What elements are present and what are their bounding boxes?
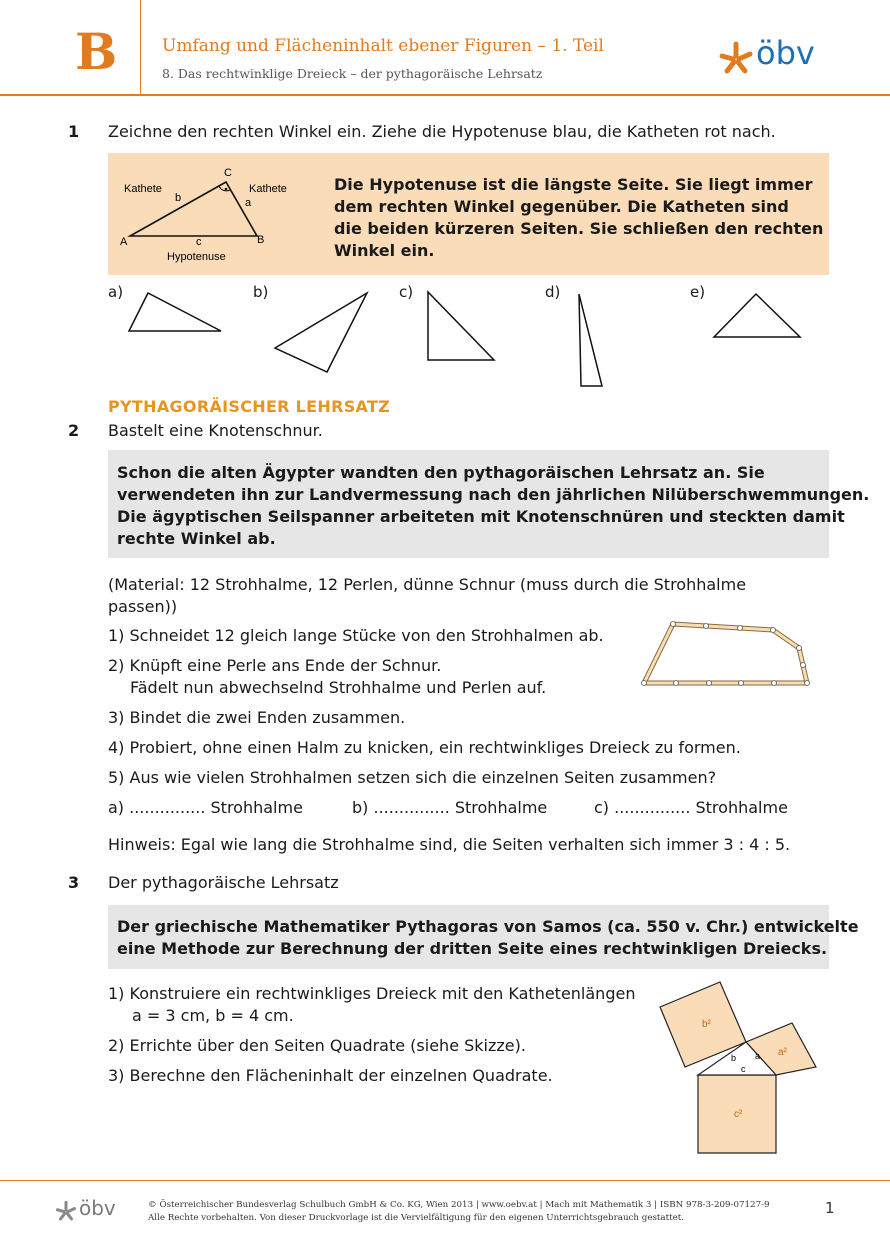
vertex-c-label: C xyxy=(224,167,232,179)
section-heading: PYTHAGORÄISCHER LEHRSATZ xyxy=(108,397,391,416)
task3-number: 3 xyxy=(68,873,80,892)
info-line: Winkel ein. xyxy=(334,241,435,260)
egypt-info-text xyxy=(117,462,869,550)
footer-logo xyxy=(55,1200,77,1226)
footer-line: Alle Rechte vorbehalten. Von dieser Druckvorlage ist die Vervielfältigung für den eigenen Unterrichtsgebrauch gestattet. xyxy=(148,1213,684,1223)
answer-a: a) ............... Strohhalme xyxy=(108,798,303,817)
task2-step5: 5) Aus wie vielen Strohhalmen setzen sich die einzelnen Seiten zusammen? xyxy=(108,768,717,787)
vertex-a-label: A xyxy=(120,236,128,248)
pythagoras-squares-sketch xyxy=(650,975,830,1160)
task2-hint: Hinweis: Egal wie lang die Strohhalme sind, die Seiten verhalten sich immer 3 : 4 : 5. xyxy=(108,835,791,854)
triangle-a xyxy=(129,293,221,331)
page-title: Umfang und Flächeninhalt ebener Figuren – 1. Teil xyxy=(162,36,604,56)
info-line: verwendeten ihn zur Landvermessung nach den jährlichen Nilüberschwemmungen. xyxy=(117,485,870,504)
footer-copyright xyxy=(148,1199,770,1225)
info-line: dem rechten Winkel gegenüber. Die Katheten sind xyxy=(334,197,789,216)
obv-logo-text: öbv xyxy=(756,34,815,72)
task2-title: Bastelt eine Knotenschnur. xyxy=(108,421,323,440)
vertex-b-label: B xyxy=(257,234,265,246)
exercise-triangles xyxy=(0,0,890,400)
info-line: rechte Winkel ab. xyxy=(117,529,276,548)
triangle-label-c: c) xyxy=(399,283,414,301)
info-line: Der griechische Mathematiker Pythagoras von Samos (ca. 550 v. Chr.) entwickelte xyxy=(117,917,859,936)
b2-label: b² xyxy=(702,1019,711,1030)
triangle-d xyxy=(579,294,602,386)
footer-rule xyxy=(0,1180,890,1181)
info-line: die beiden kürzeren Seiten. Sie schließen den rechten xyxy=(334,219,824,238)
obv-star-gray-icon xyxy=(55,1200,77,1222)
task2-step2a: 2) Knüpft eine Perle ans Ende der Schnur. xyxy=(108,656,442,675)
side-c-label: c xyxy=(196,236,202,248)
task1-number: 1 xyxy=(68,122,80,141)
task1-instruction: Zeichne den rechten Winkel ein. Ziehe die Hypotenuse blau, die Katheten rot nach. xyxy=(108,122,776,141)
chapter-letter: B xyxy=(75,22,118,81)
page-number: 1 xyxy=(825,1199,835,1217)
answer-b: b) ............... Strohhalme xyxy=(352,798,548,817)
triangle-label-d: d) xyxy=(545,283,561,301)
task2-number: 2 xyxy=(68,421,80,440)
triangle-c xyxy=(428,292,494,360)
footer-line: © Österreichischer Bundesverlag Schulbuch GmbH & Co. KG, Wien 2013 | www.oebv.at | Mach mit Mathematik 3 | ISBN 978-3-209-07127-9 xyxy=(148,1200,770,1210)
info-line: Die ägyptischen Seilspanner arbeiteten mit Knotenschnüren und steckten damit xyxy=(117,507,845,526)
side-c-label: c xyxy=(741,1064,746,1074)
triangle-e xyxy=(714,294,800,337)
side-a-label: a xyxy=(755,1051,761,1061)
pythagoras-info-text xyxy=(117,916,859,960)
task2-step3: 3) Bindet die zwei Enden zusammen. xyxy=(108,708,406,727)
info-line: Schon die alten Ägypter wandten den pythagoräischen Lehrsatz an. Sie xyxy=(117,463,765,482)
answer-c: c) ............... Strohhalme xyxy=(594,798,788,817)
task3-step1b: a = 3 cm, b = 4 cm. xyxy=(132,1006,294,1025)
info-line: Die Hypotenuse ist die längste Seite. Sie liegt immer xyxy=(334,175,813,194)
a2-label: a² xyxy=(778,1047,787,1058)
page-subtitle: 8. Das rechtwinklige Dreieck – der pythagoräische Lehrsatz xyxy=(162,66,543,81)
task3-step1a: 1) Konstruiere ein rechtwinkliges Dreieck mit den Kathetenlängen xyxy=(108,984,636,1003)
info-line: eine Methode zur Berechnung der dritten Seite eines rechtwinkligen Dreiecks. xyxy=(117,939,828,958)
side-a-label: a xyxy=(245,197,252,209)
task3-title: Der pythagoräische Lehrsatz xyxy=(108,873,339,892)
side-b-label: b xyxy=(731,1053,737,1063)
triangle-b xyxy=(275,293,367,372)
task2-step1: 1) Schneidet 12 gleich lange Stücke von den Strohhalmen ab. xyxy=(108,626,604,645)
footer-logo-text: öbv xyxy=(79,1196,116,1220)
material-line: passen)) xyxy=(108,597,178,616)
knotted-rope-illustration xyxy=(636,612,816,692)
kathete-left-label: Kathete xyxy=(124,183,162,195)
task2-step2b: Fädelt nun abwechselnd Strohhalme und Perlen auf. xyxy=(130,678,547,697)
c2-label: c² xyxy=(734,1109,743,1120)
triangle-label-a: a) xyxy=(108,283,124,301)
task2-step4: 4) Probiert, ohne einen Halm zu knicken, ein rechtwinkliges Dreieck zu formen. xyxy=(108,738,741,757)
triangle-label-e: e) xyxy=(690,283,706,301)
triangle-label-b: b) xyxy=(253,283,269,301)
hypotenuse-label: Hypotenuse xyxy=(167,251,226,263)
material-line: (Material: 12 Strohhalme, 12 Perlen, dünne Schnur (muss durch die Strohhalme xyxy=(108,575,747,594)
side-b-label: b xyxy=(175,192,182,204)
kathete-right-label: Kathete xyxy=(249,183,287,195)
task3-step2: 2) Errichte über den Seiten Quadrate (siehe Skizze). xyxy=(108,1036,526,1055)
task3-step3: 3) Berechne den Flächeninhalt der einzelnen Quadrate. xyxy=(108,1066,553,1085)
